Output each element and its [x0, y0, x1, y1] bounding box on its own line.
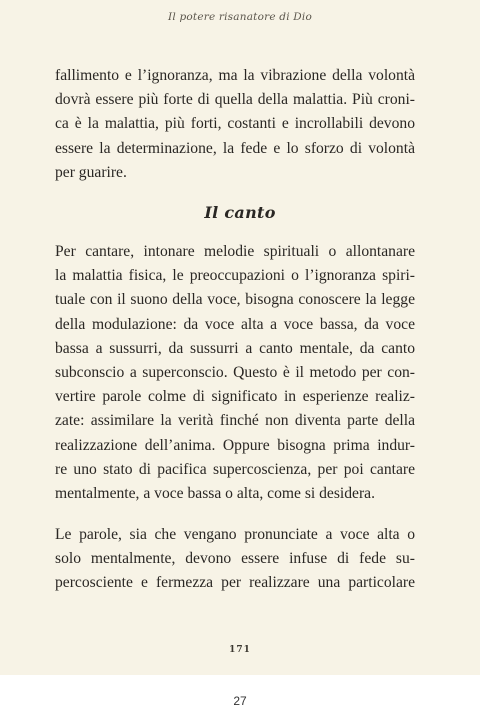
- text-line: mentalmente, a voce bassa o alta, come si desidera.: [55, 485, 375, 503]
- text-line: subconscio a superconscio. Questo è il metodo per con-: [55, 364, 415, 382]
- text-line: ca è la malattia, più forti, costanti e incrollabili devono: [55, 115, 415, 133]
- text-line: la malattia fisica, le preoccupazioni o l’ignoranza spiri-: [55, 267, 415, 285]
- text-line: tuale con il suono della voce, bisogna conoscere la legge: [55, 291, 415, 309]
- paragraph-1: [55, 64, 415, 185]
- pdf-page-number: 27: [233, 694, 247, 708]
- text-line: vertire parole colme di significato in esperienze realiz-: [55, 388, 415, 406]
- paragraph-3: [55, 523, 415, 596]
- text-line: fallimento e l’ignoranza, ma la vibrazione della volontà: [55, 67, 415, 84]
- text-line: realizzazione dell’anima. Oppure bisogna prima indur-: [55, 436, 415, 454]
- section-heading: Il canto: [204, 203, 276, 222]
- page-folio: 171: [229, 645, 251, 655]
- text-line: della modulazione: da voce alta a voce bassa, da voce: [55, 315, 415, 333]
- text-line: zate: assimilare la verità finché non diventa parte della: [55, 412, 415, 430]
- text-line: Le parole, sia che vengano pronunciate a voce alta o: [55, 526, 415, 543]
- text-line: essere la determinazione, la fede e lo sforzo di volontà: [55, 139, 415, 157]
- text-line: percosciente e fermezza per realizzare una particolare: [55, 574, 415, 592]
- running-head: Il potere risanatore di Dio: [168, 11, 312, 23]
- text-line: per guarire.: [55, 163, 127, 181]
- text-line: Per cantare, intonare melodie spirituali o allontanare: [55, 243, 415, 260]
- text-line: solo mentalmente, devono essere infuse di fede su-: [55, 550, 415, 568]
- paragraph-2: [55, 240, 415, 506]
- text-line: bassa a sussurri, da sussurri a canto mentale, da canto: [55, 339, 415, 357]
- text-line: re uno stato di pacifica supercoscienza, per poi cantare: [55, 460, 415, 478]
- text-line: dovrà essere più forte di quella della malattia. Più croni-: [55, 91, 415, 109]
